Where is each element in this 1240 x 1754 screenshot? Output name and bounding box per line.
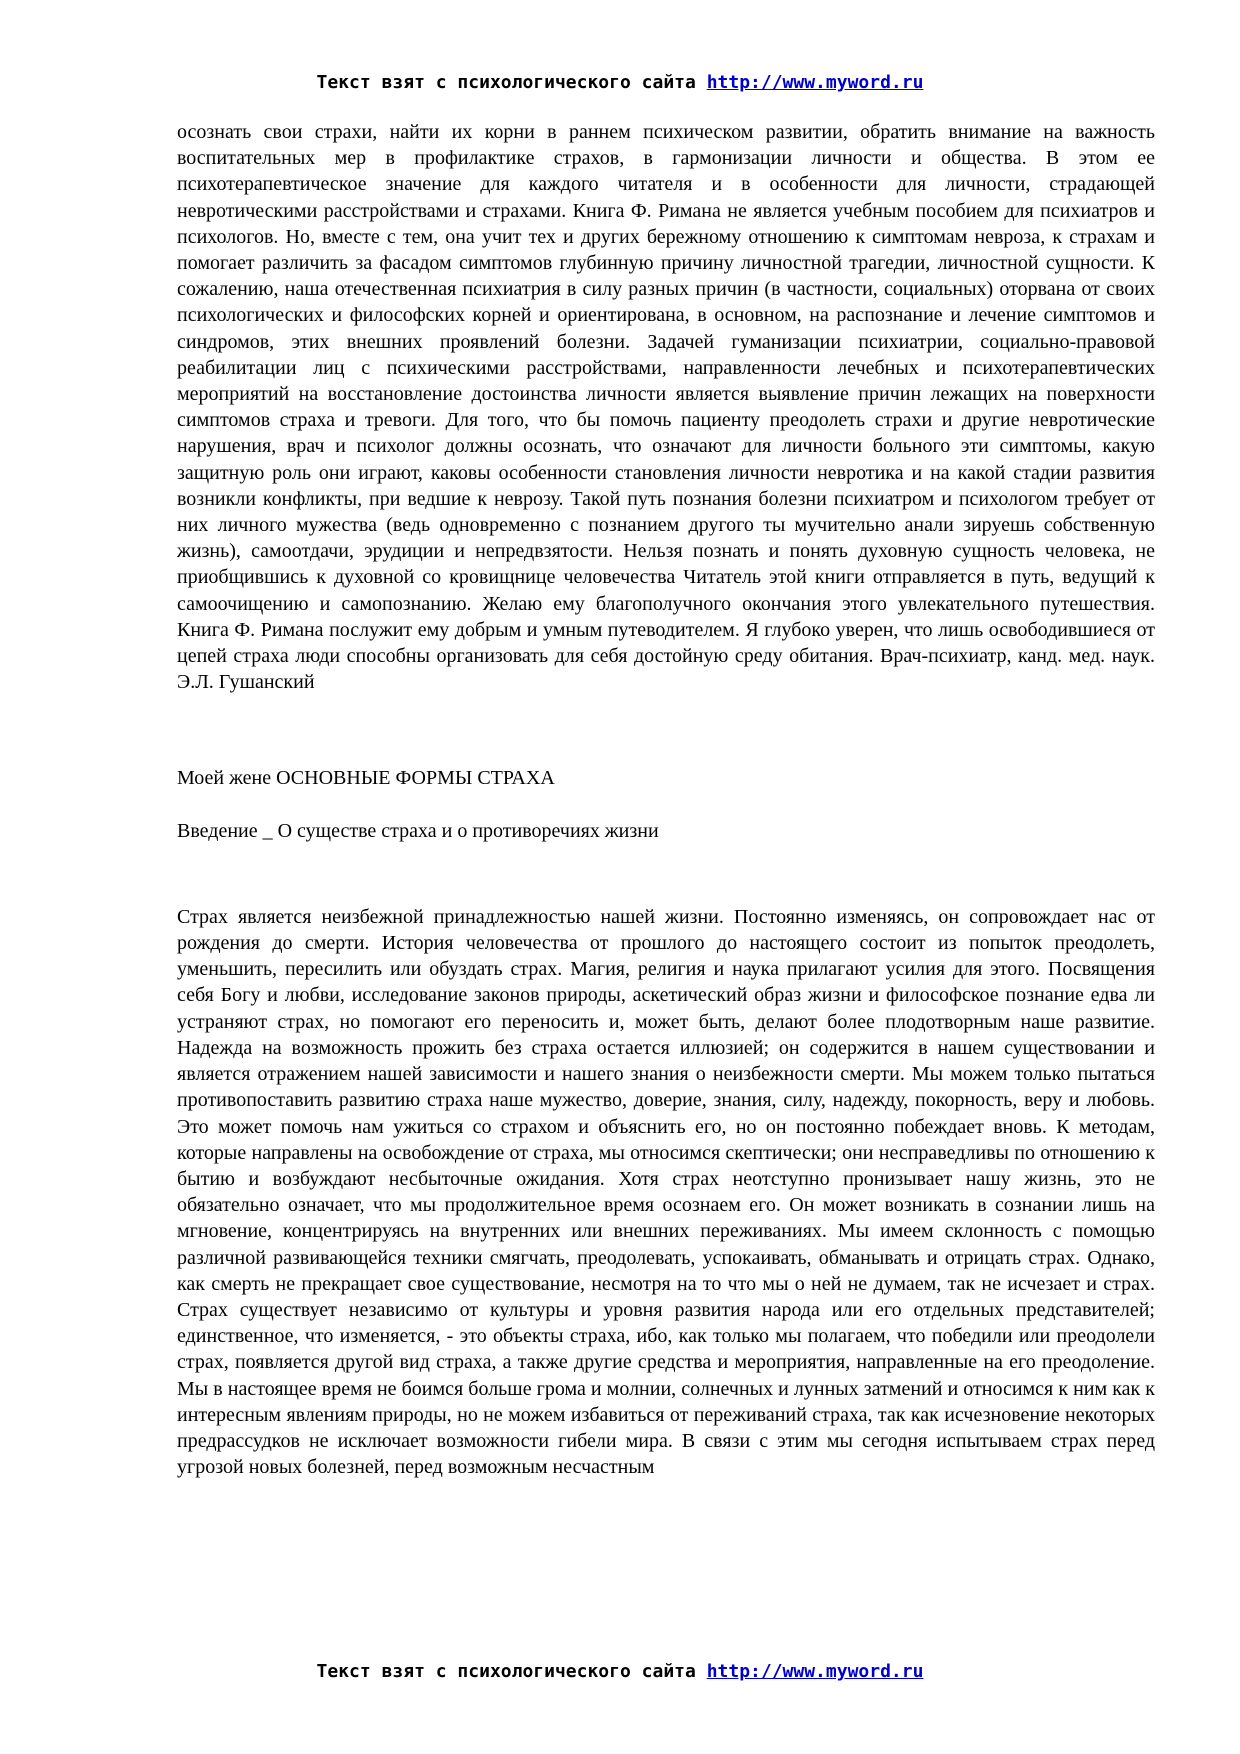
page-footer bbox=[0, 1661, 1240, 1683]
document-body bbox=[177, 119, 1155, 1480]
paragraph-preface-ending: осознать свои страхи, найти их корни в раннем психическом развитии, обратить внимание на важность воспитательных мер в профилактике страхов, в гармонизации личности и общества. В этом ее психотерапевтическое значение для каждого читателя и в особенности для личности, страдающей невротическими расстройствами и страхами. Книга Ф. Римана не является учебным пособием для психиатров и психологов. Но, вместе с тем, она учит тех и других бережному отношению к симптомам невроза, к страхам и помогает различить за фасадом симптомов глубинную причину личностной трагедии, личностной сущности. К сожалению, наша отечественная психиатрия в силу разных причин (в частности, социальных) оторвана от своих психологических и философских корней и ориентирована, в основном, на распознание и лечение симптомов и синдромов, этих внешних проявлений болезни. Задачей гуманизации психиатрии, социально-правовой реабилитации лиц с психическими расстройствами, направленности лечебных и психотерапевтических мероприятий на восстановление достоинства личности является выявление причин лежащих на поверхности симптомов страха и тревоги. Для того, что бы помочь пациенту преодолеть страхи и другие невротические нарушения, врач и психолог должны осознать, что означают для личности больного эти симптомы, какую защитную роль они играют, каковы особенности становления личности невротика и на какой стадии развития возникли конфликты, при ведшие к неврозу. Такой путь познания болезни психиатром и психологом требует от них личного мужества (ведь одновременно с познанием другого ты мучительно анали зируешь собственную жизнь), самоотдачи, эрудиции и непредвзятости. Нельзя познать и понять духовную сущность человека, не приобщившись к духовной со кровищнице человечества Читатель этой книги отправляется в путь, ведущий к самоочищению и самопознанию. Желаю ему благополучного окончания этого увлекательного путешествия. Книга Ф. Римана послужит ему добрым и умным путеводителем. Я глубоко уверен, что лишь освободившиеся от цепей страха люди способны организовать для себя достойную среду обитания. Врач-психиатр, канд. мед. наук. Э.Л. Гушанский bbox=[177, 121, 1155, 694]
header-source-text: Текст взят с психологического сайта bbox=[316, 72, 696, 93]
paragraph-introduction: Страх является неизбежной принадлежностью нашей жизни. Постоянно изменяясь, он сопровождает нас от рождения до смерти. История человечества от прошлого до настоящего состоит из попыток преодолеть, уменьшить, пересилить или обуздать страх. Магия, религия и наука прилагают усилия для этого. Посвящения себя Богу и любви, исследование законов природы, аскетический образ жизни и философское познание едва ли устраняют страх, но помогают его переносить и, может быть, делают более плодотворным наше развитие. Надежда на возможность прожить без страха остается иллюзией; он содержится в нашем существовании и является отражением нашей зависимости и нашего знания о неизбежности смерти. Мы можем только пытаться противопоставить развитию страха наше мужество, доверие, знания, силу, надежду, покорность, веру и любовь. Это может помочь нам ужиться со страхом и объяснить его, но он постоянно побеждает вновь. К методам, которые направлены на освобождение от страха, мы относимся скептически; они несправедливы по отношению к бытию и возбуждают несбыточные ожидания. Хотя страх неотступно пронизывает нашу жизнь, это не обязательно означает, что мы продолжительное время осознаем его. Он может возникать в сознании лишь на мгновение, концентрируясь на внутренних или внешних переживаниях. Мы имеем склонность с помощью различной развивающейся техники смягчать, преодолевать, успокаивать, обманывать и отрицать страх. Однако, как смерть не прекращает свое существование, несмотря на то что мы о ней не думаем, так не исчезает и страх. Страх существует независимо от культуры и уровня развития народа или его отдельных представителей; единственное, что изменяется, - это объекты страха, ибо, как только мы полагаем, что победили или преодолели страх, появляется другой вид страха, а также другие средства и мероприятия, направленные на его преодоление. Мы в настоящее время не боимся больше грома и молнии, солнечных и лунных затмений и относимся к ним как к интересным явлениям природы, но не можем избавиться от переживаний страха, так как исчезновение некоторых предрассудков не исключает возможности гибели мира. В связи с этим мы сегодня испытываем страх перед угрозой новых болезней, перед возможным несчастным bbox=[177, 905, 1155, 1479]
page-header bbox=[0, 72, 1240, 94]
footer-source-link[interactable]: http://www.myword.ru bbox=[706, 1661, 924, 1682]
header-source-link[interactable]: http://www.myword.ru bbox=[706, 72, 924, 93]
footer-source-text: Текст взят с психологического сайта bbox=[316, 1661, 696, 1682]
dedication-and-title: Моей жене ОСНОВНЫЕ ФОРМЫ СТРАХА bbox=[177, 767, 555, 790]
chapter-heading: Введение _ О существе страха и о противоречиях жизни bbox=[177, 819, 659, 842]
